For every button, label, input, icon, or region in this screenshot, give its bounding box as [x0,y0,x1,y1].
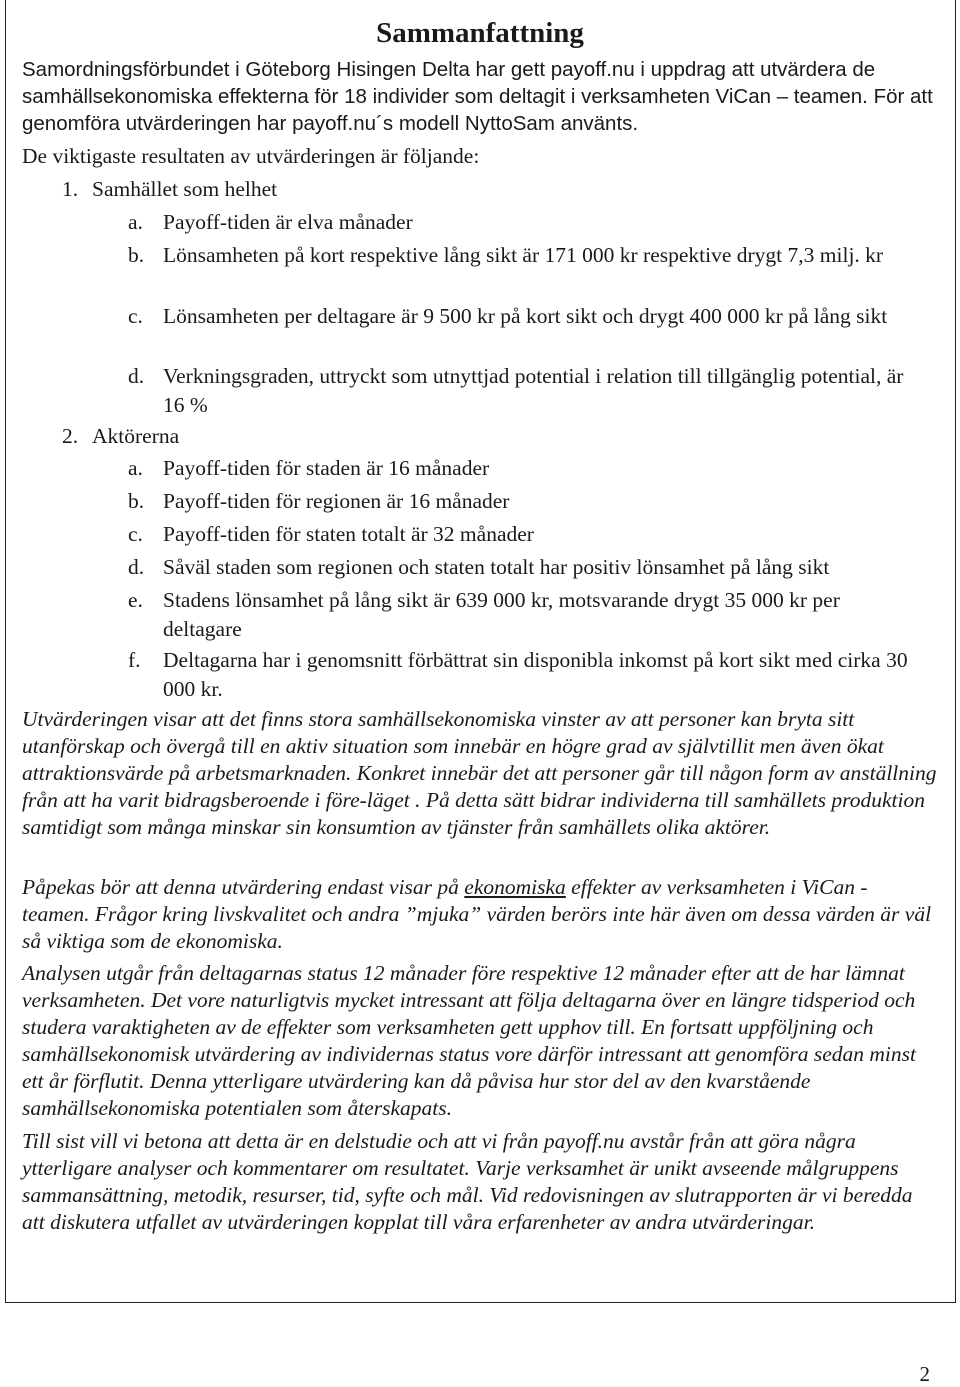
paragraph-analysis: Analysen utgår från deltagarnas status 12 månader före respektive 12 månader efter att de har lämnat verksamheten. Det vore naturligtvis mycket intressant att följa deltagarna över en längre tidsperiod och studera varaktigheten av de effekter som verksamheten gett upphov till. En fortsatt uppföljning och samhällsekonomisk utvärdering av individernas status vore därför intressant att genomföra sedan minst ett år förflutit. Denna ytterligare utvärdering kan då påvisa hur stor del av den kvarstående samhällsekonomiska potentialen som återskapats. [22,961,916,1120]
paragraph-findings: Utvärderingen visar att det finns stora samhällsekonomiska vinster av att personer kan bryta sitt utanförskap och övergå till en aktiv situation som innebär en högre grad av självtillit men även ökat attraktionsvärde på arbetsmarknaden. Konkret innebär det att personer går till någon form av anställning från att ha varit bidragsberoende i före-läget . På detta sätt bidrar individerna till samhällets produktion samtidigt som många minskar sin konsumtion av tjänster från samhällets olika aktörer. [22,707,937,839]
paragraph-text: effekter av verksamheten i ViCan - teamen. Frågor kring livskvalitet och andra ”mjuka” värden berörs inte här även om dessa värden är väl så viktiga som de ekonomiska. [22,875,932,953]
item-text: Payoff-tiden för regionen är 16 månader [163,489,510,513]
item-text: Payoff-tiden för staten totalt är 32 månader [163,522,534,546]
list-item [128,520,908,549]
item-key: c. [128,304,143,328]
item-text: Verkningsgraden, uttryckt som utnyttjad potential i relation till tillgänglig potential, är 16 % [163,364,904,417]
intro-paragraph: Samordningsförbundet i Göteborg Hisingen Delta har gett payoff.nu i uppdrag att utvärdera de samhällsekonomiska effekterna för 18 individer som deltagit i verksamheten ViCan – teamen. För att genomföra utvärderingen har payoff.nu´s modell NyttoSam använts. [22,58,933,135]
list-item [128,646,918,703]
list-item [128,487,908,516]
list-item [128,553,908,582]
item-key: b. [128,243,145,267]
item-key: b. [128,489,145,513]
results-lead: De viktigaste resultaten av utvärderingen är följande: [22,144,480,168]
list-item [128,362,918,419]
item-key: d. [128,555,145,579]
item-text: Deltagarna har i genomsnitt förbättrat sin disponibla inkomst på kort sikt med cirka 30 000 kr. [163,648,908,701]
page-number: 2 [919,1362,930,1386]
underlined-word: ekonomiska [464,875,566,899]
item-key: e. [128,588,143,612]
item-text: Lönsamheten per deltagare är 9 500 kr på kort sikt och drygt 400 000 kr på lång sikt [163,304,888,328]
paragraph-economic-scope [22,874,937,955]
list-item [128,586,918,643]
item-key: a. [128,210,143,234]
list-item [128,454,908,483]
item-text: Payoff-tiden är elva månader [163,210,413,234]
list-item [128,208,908,237]
item-key: a. [128,456,143,480]
section-society [62,175,277,203]
item-key: d. [128,364,145,388]
paragraph-closing: Till sist vill vi betona att detta är en delstudie och att vi från payoff.nu avstår från att göra några ytterligare analyser och kommentarer om resultatet. Varje verksamhet är unikt avseende målgruppens sammansättning, metodik, resurser, tid, syfte och mål. Vid redovisningen av slutrapporten är vi beredda att diskutera utfallet av utvärderingen kopplat till våra erfarenheter av andra utvärderingar. [22,1129,913,1234]
section-label: Samhället som helhet [92,177,278,201]
item-key: c. [128,522,143,546]
section-actors [62,422,179,450]
page-title: Sammanfattning [376,17,584,49]
section-label: Aktörerna [92,424,180,448]
paragraph-text: Påpekas bör att denna utvärdering endast visar på [22,875,465,899]
item-text: Stadens lönsamhet på lång sikt är 639 000 kr, motsvarande drygt 35 000 kr per deltagare [163,588,840,641]
section-number: 1. [62,177,79,201]
item-text: Såväl staden som regionen och staten totalt har positiv lönsamhet på lång sikt [163,555,830,579]
section-number: 2. [62,424,79,448]
list-item [128,302,888,331]
item-text: Lönsamheten på kort respektive lång sikt är 171 000 kr respektive drygt 7,3 milj. kr [163,243,884,267]
list-item [128,241,888,270]
item-key: f. [128,648,141,672]
item-text: Payoff-tiden för staden är 16 månader [163,456,490,480]
